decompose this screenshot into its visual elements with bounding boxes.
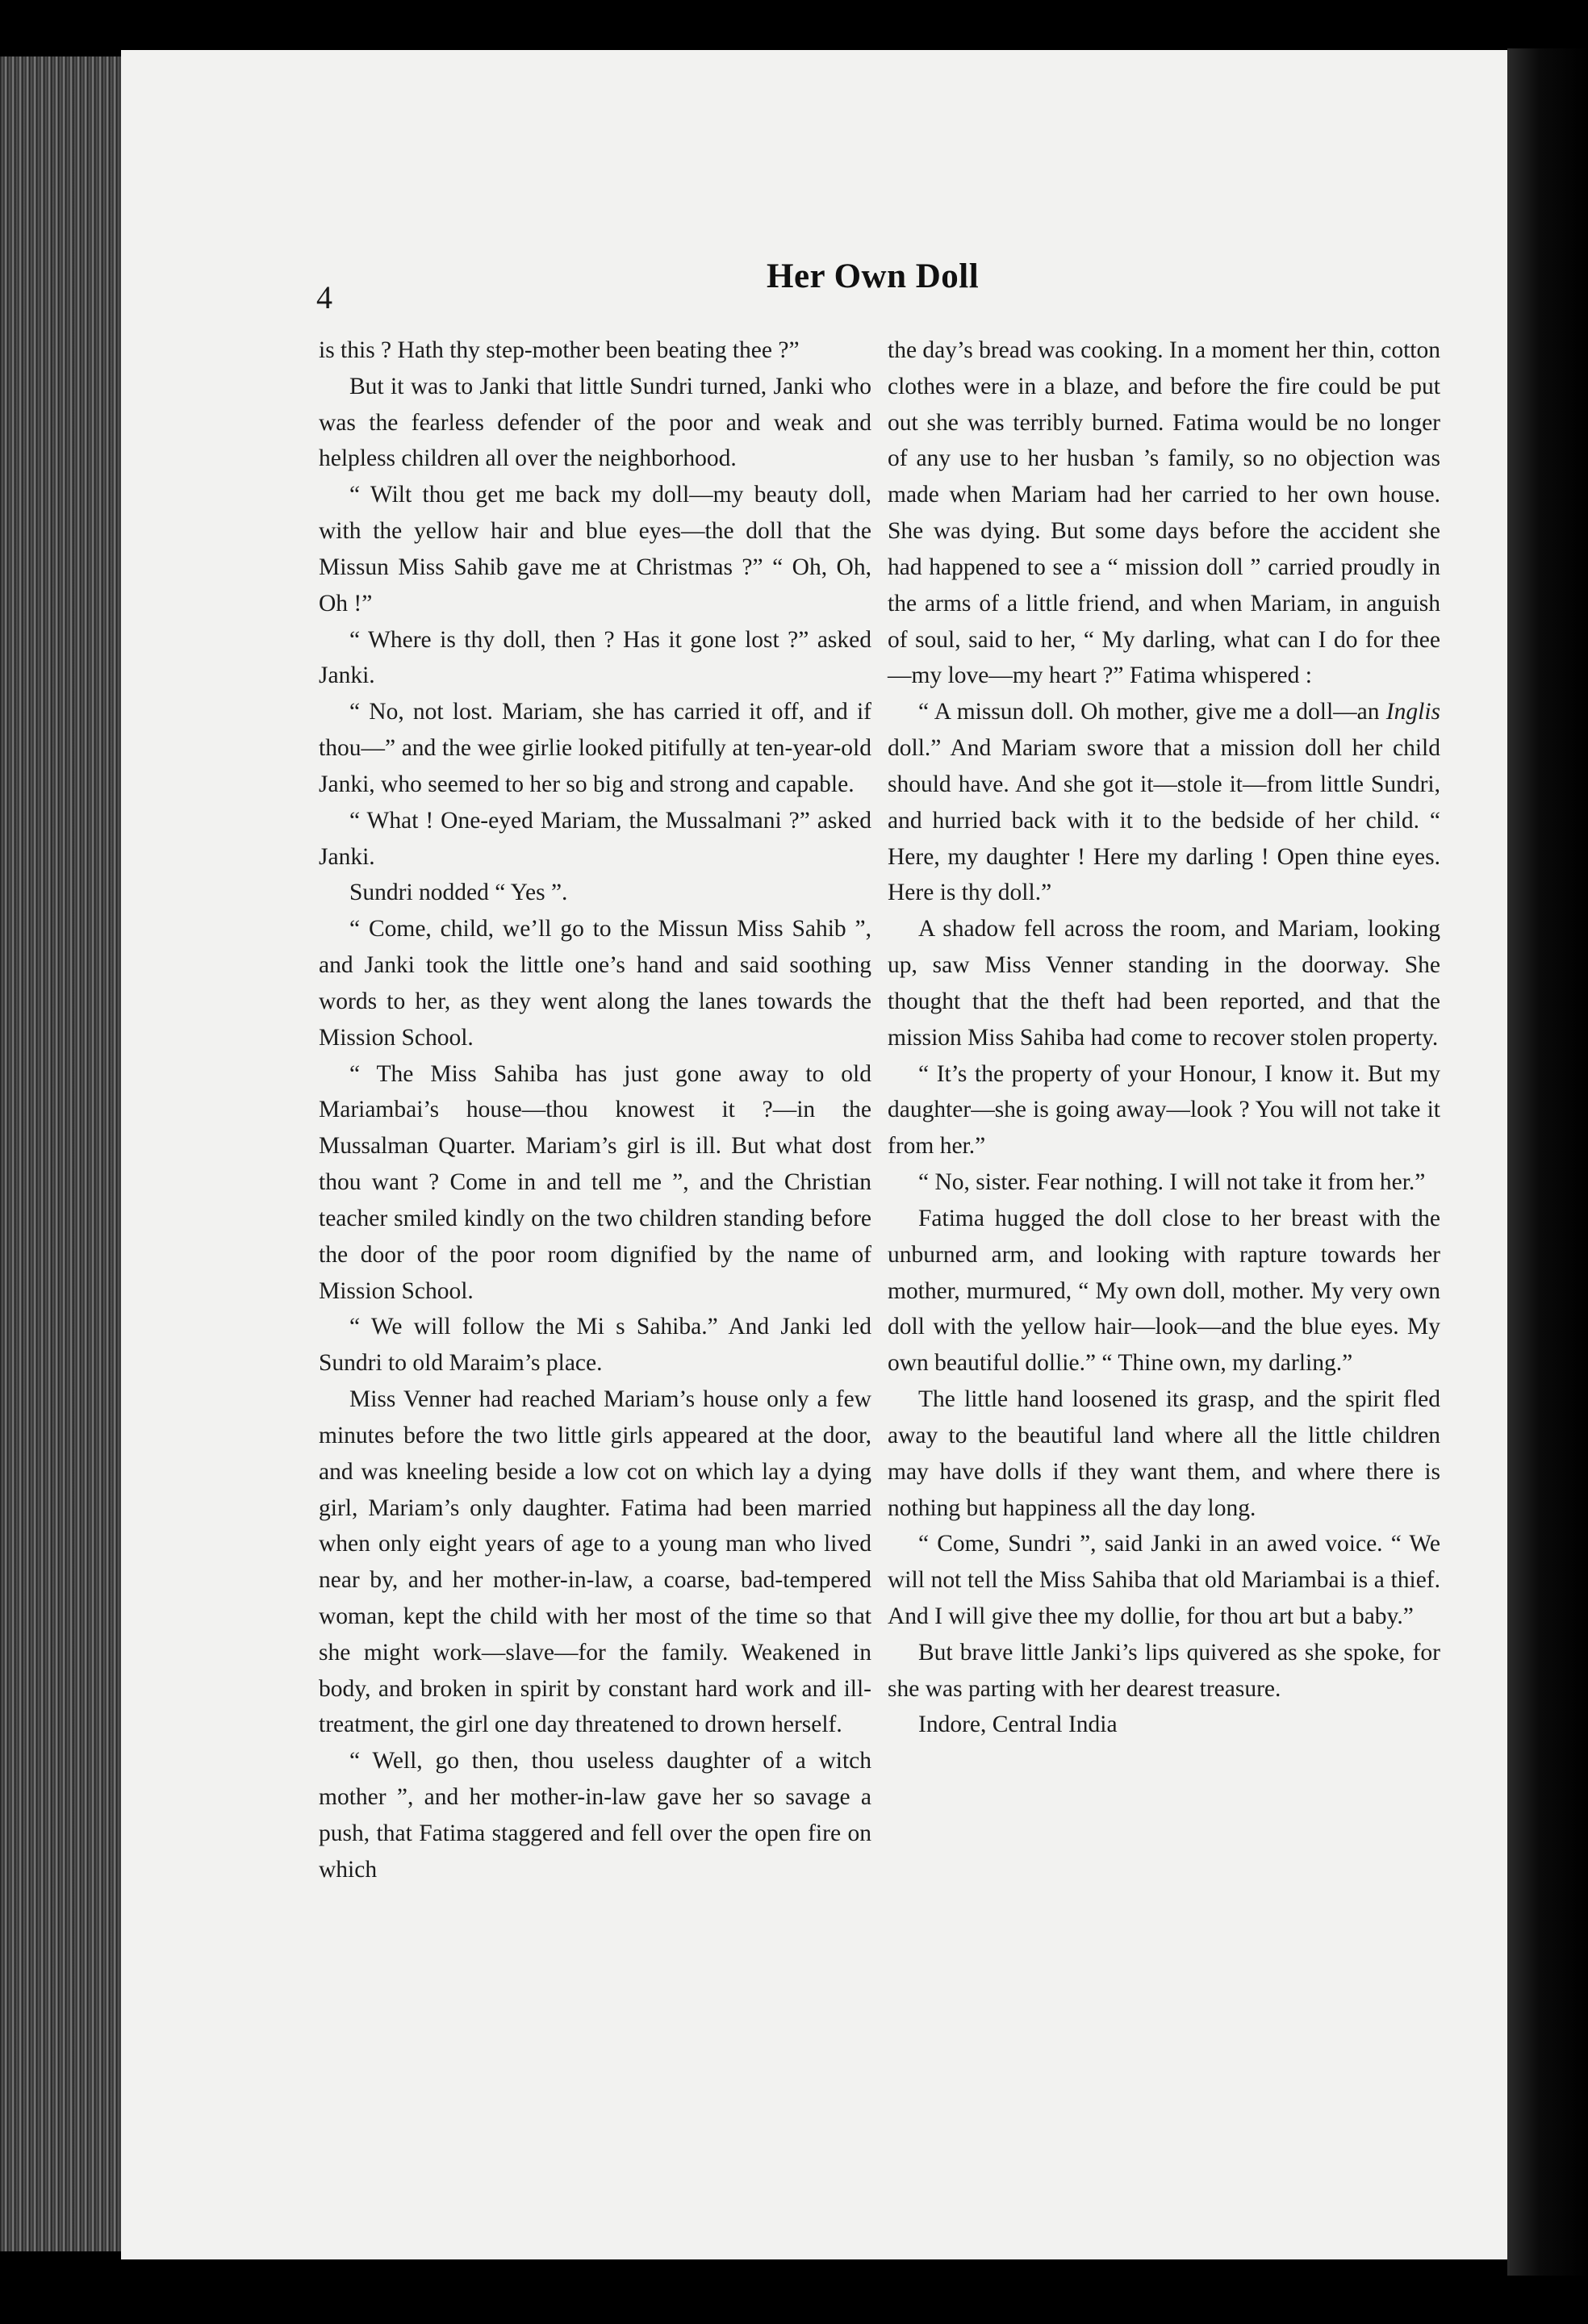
paragraph: “ What ! One-eyed Mariam, the Mussalmani ?” asked Janki. bbox=[319, 807, 871, 870]
paragraph: Sundri nodded “ Yes ”. bbox=[349, 880, 568, 906]
paragraph: “ A missun doll. Oh mother, give me a doll—an Inglis doll.” And Mariam swore that a mission doll her child should have. And she got it—stole it—from little Sundri, and hurried back with it to the bedside of her child. “ Here, my daughter ! Here my darling ! Open thine eyes. Here is thy doll.” bbox=[888, 699, 1440, 906]
page-stack-edges bbox=[0, 56, 129, 2251]
paragraph: “ We will follow the Mi s Sahiba.” And Janki led Sundri to old Maraim’s place. bbox=[319, 1314, 871, 1377]
paragraph: “ Well, go then, thou useless daughter of a witch mother ”, and her mother-in-law gave her so savage a push, that Fatima staggered and fell over the open fire on which bbox=[319, 1748, 871, 1883]
paragraph: Miss Venner had reached Mariam’s house only a few minutes before the two little girls appeared at the door, and was kneeling beside a low cot on which lay a dying girl, Mariam’s only daughter. Fatima had been married when only eight years of age to a young man who lived near by, and her mother-in-law, a coarse, bad-tempered woman, kept the child with her most of the time so that she might work—slave—for the family. Weakened in body, and broken in spirit by constant hard work and ill-treatment, the girl one day threatened to drown herself. bbox=[319, 1386, 871, 1738]
paragraph: The little hand loosened its grasp, and the spirit fled away to the beautiful land where all the little children may have dolls if they want them, and where there is nothing but happiness all the day long. bbox=[888, 1386, 1440, 1521]
paragraph: “ It’s the property of your Honour, I know it. But my daughter—she is going away—look ? You will not take it from her.” bbox=[888, 1060, 1440, 1160]
right-binding-edge bbox=[1507, 48, 1588, 2276]
paragraph: Fatima hugged the doll close to her breast with the unburned arm, and looking with rapture towards her mother, murmured, “ My own doll, mother. My very own doll with the yellow hair—look—and the blue eyes. My own beautiful dollie.” “ Thine own, my darling.” bbox=[888, 1205, 1440, 1377]
paragraph: But it was to Janki that little Sundri turned, Janki who was the fearless defender of the poor and weak and helpless children all over the neighborhood. bbox=[319, 373, 871, 472]
paragraph: the day’s bread was cooking. In a moment her thin, cotton clothes were in a blaze, and before the fire could be put out she was terribly burned. Fatima would be no longer of any use to her husban ’s family, so no objection was made when Mariam had her carried to her own house. She was dying. But some days before the accident she had happened to see a “ mission doll ” carried proudly in the arms of a little friend, and when Mariam, in anguish of soul, said to her, “ My darling, what can I do for thee—my love—my heart ?” Fatima whispered : bbox=[888, 337, 1440, 689]
right-column bbox=[888, 332, 1440, 1743]
paragraph: “ Come, Sundri ”, said Janki in an awed voice. “ We will not tell the Miss Sahiba that old Mariambai is a thief. And I will give thee my dollie, for thou art but a baby.” bbox=[888, 1531, 1440, 1629]
paragraph: But brave little Janki’s lips quivered as she spoke, for she was parting with her dearest treasure. bbox=[888, 1639, 1440, 1702]
paragraph: A shadow fell across the room, and Mariam, looking up, saw Miss Venner standing in the doorway. She thought that the theft had been reported, and that the mission Miss Sahiba had come to recover stolen property. bbox=[888, 916, 1440, 1051]
paragraph: “ Wilt thou get me back my doll—my beauty doll, with the yellow hair and blue eyes—the doll that the Missun Miss Sahib gave me at Christmas ?” “ Oh, Oh, Oh !” bbox=[319, 482, 871, 617]
paragraph: “ Where is thy doll, then ? Has it gone lost ?” asked Janki. bbox=[319, 626, 871, 689]
page-number: 4 bbox=[316, 279, 332, 316]
paragraph: is this ? Hath thy step-mother been beating thee ?” bbox=[319, 337, 800, 363]
paragraph: “ The Miss Sahiba has just gone away to old Mariambai’s house—thou knowest it ?—in the Mussalman Quarter. Mariam’s girl is ill. But what dost thou want ? Come in and tell me ”, and the Christian teacher smiled kindly on the two children standing before the door of the poor room dignified by the name of Mission School. bbox=[319, 1060, 871, 1304]
running-head: Her Own Doll bbox=[767, 257, 980, 295]
left-column bbox=[319, 332, 871, 1888]
paragraph: “ No, not lost. Mariam, she has carried it off, and if thou—” and the wee girlie looked pitifully at ten-year-old Janki, who seemed to her so big and strong and capable. bbox=[319, 699, 871, 797]
paragraph: “ Come, child, we’ll go to the Missun Miss Sahib ”, and Janki took the little one’s hand and said soothing words to her, as they went along the lanes towards the Mission School. bbox=[319, 916, 871, 1051]
paragraph: “ No, sister. Fear nothing. I will not take it from her.” bbox=[918, 1169, 1426, 1196]
place-signoff: Indore, Central India bbox=[918, 1712, 1118, 1738]
